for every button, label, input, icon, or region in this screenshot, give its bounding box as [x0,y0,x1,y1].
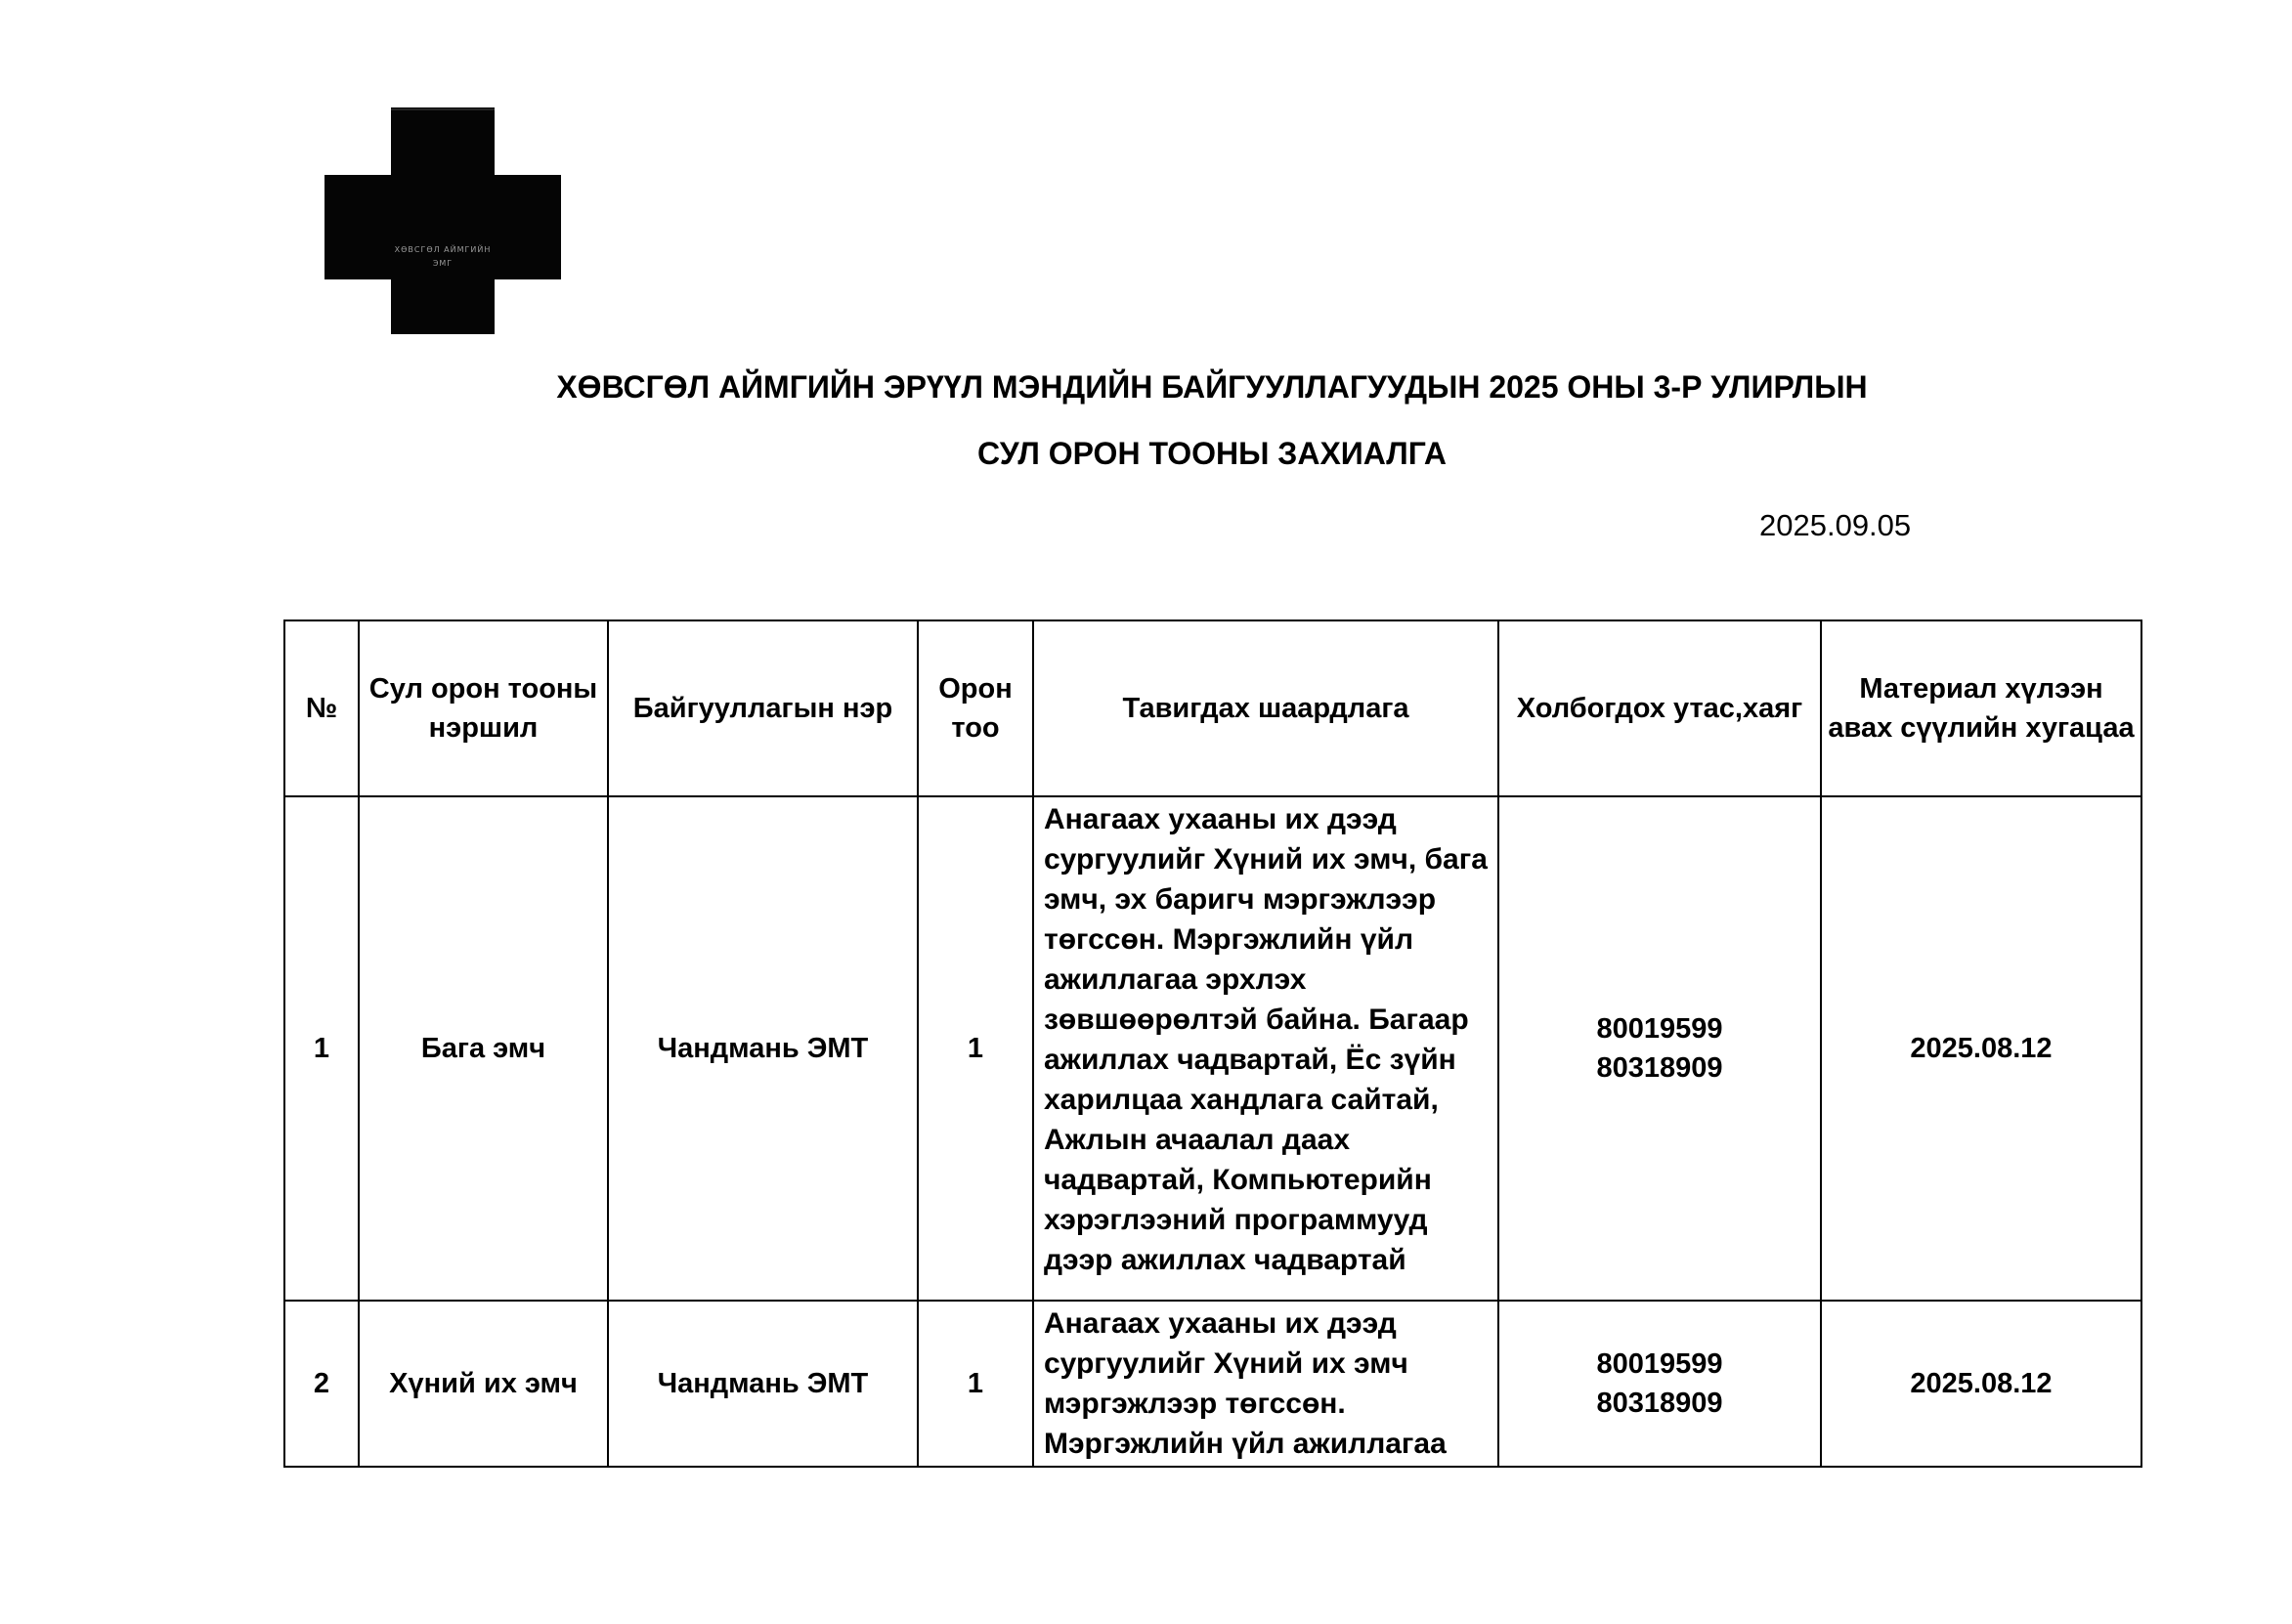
row-position: Хүний их эмч [359,1301,608,1467]
table-row [284,796,2141,1301]
svg-text:ХӨВСГӨЛ АЙМГИЙН: ХӨВСГӨЛ АЙМГИЙН [394,245,492,254]
row-phone-1: 80019599 [1596,1348,1723,1380]
row-organization: Чандмань ЭМТ [608,1301,918,1467]
header-organization: Байгууллагын нэр [608,620,918,796]
row-deadline: 2025.08.12 [1821,796,2141,1301]
header-deadline: Материал хүлээн авах сүүлийн хугацаа [1821,620,2141,796]
row-organization: Чандмань ЭМТ [608,796,918,1301]
header-position: Сул орон тооны нэршил [359,620,608,796]
row-phone-1: 80019599 [1596,1013,1723,1045]
header-count: Орон тоо [918,620,1033,796]
row-count: 1 [918,1301,1033,1467]
row-phone-2: 80318909 [1596,1052,1723,1084]
header-number: № [284,620,359,796]
row-phone-2: 80318909 [1596,1388,1723,1419]
document-title-line1: ХӨВСГӨЛ АЙМГИЙН ЭРҮҮЛ МЭНДИЙН БАЙГУУЛЛАГУУДЫН 2025 ОНЫ 3-Р УЛИРЛЫН [556,369,1868,405]
document-date: 2025.09.05 [1759,508,1912,542]
table-header-row [284,620,2141,796]
header-requirements: Тавигдах шаардлага [1033,620,1498,796]
row-requirements: Анагаах ухааны их дээд сургуулийг Хүний их эмч, бага эмч, эх баригч мэргэжлээр төгссөн. Мэргэжлийн үйл ажиллагаа эрхлэх зөвшөөрөлтэй байна. Багаар ажиллах чадвартай, Ёс зүйн харилцаа хандлага сайтай, Ажлын ачаалал даах чадвартай, Компьютерийн хэрэглээний программууд дээр ажиллах чадвартай [1033,796,1498,1301]
row-requirements: Анагаах ухааны их дээд сургуулийг Хүний их эмч мэргэжлээр төгссөн. Мэргэжлийн үйл ажиллагаа [1033,1301,1498,1467]
vacancy-table [283,620,2142,1468]
organization-logo [324,107,561,334]
row-count: 1 [918,796,1033,1301]
row-deadline: 2025.08.12 [1821,1301,2141,1467]
row-contact [1498,796,1821,1301]
row-number: 2 [284,1301,359,1467]
row-position: Бага эмч [359,796,608,1301]
document-title-line2: СУЛ ОРОН ТООНЫ ЗАХИАЛГА [977,436,1447,471]
row-contact [1498,1301,1821,1467]
medical-cross-logo-icon [324,107,561,334]
row-number: 1 [284,796,359,1301]
table-row [284,1301,2141,1467]
svg-text:ЭМГ: ЭМГ [432,259,454,268]
header-contact: Холбогдох утас,хаяг [1498,620,1821,796]
